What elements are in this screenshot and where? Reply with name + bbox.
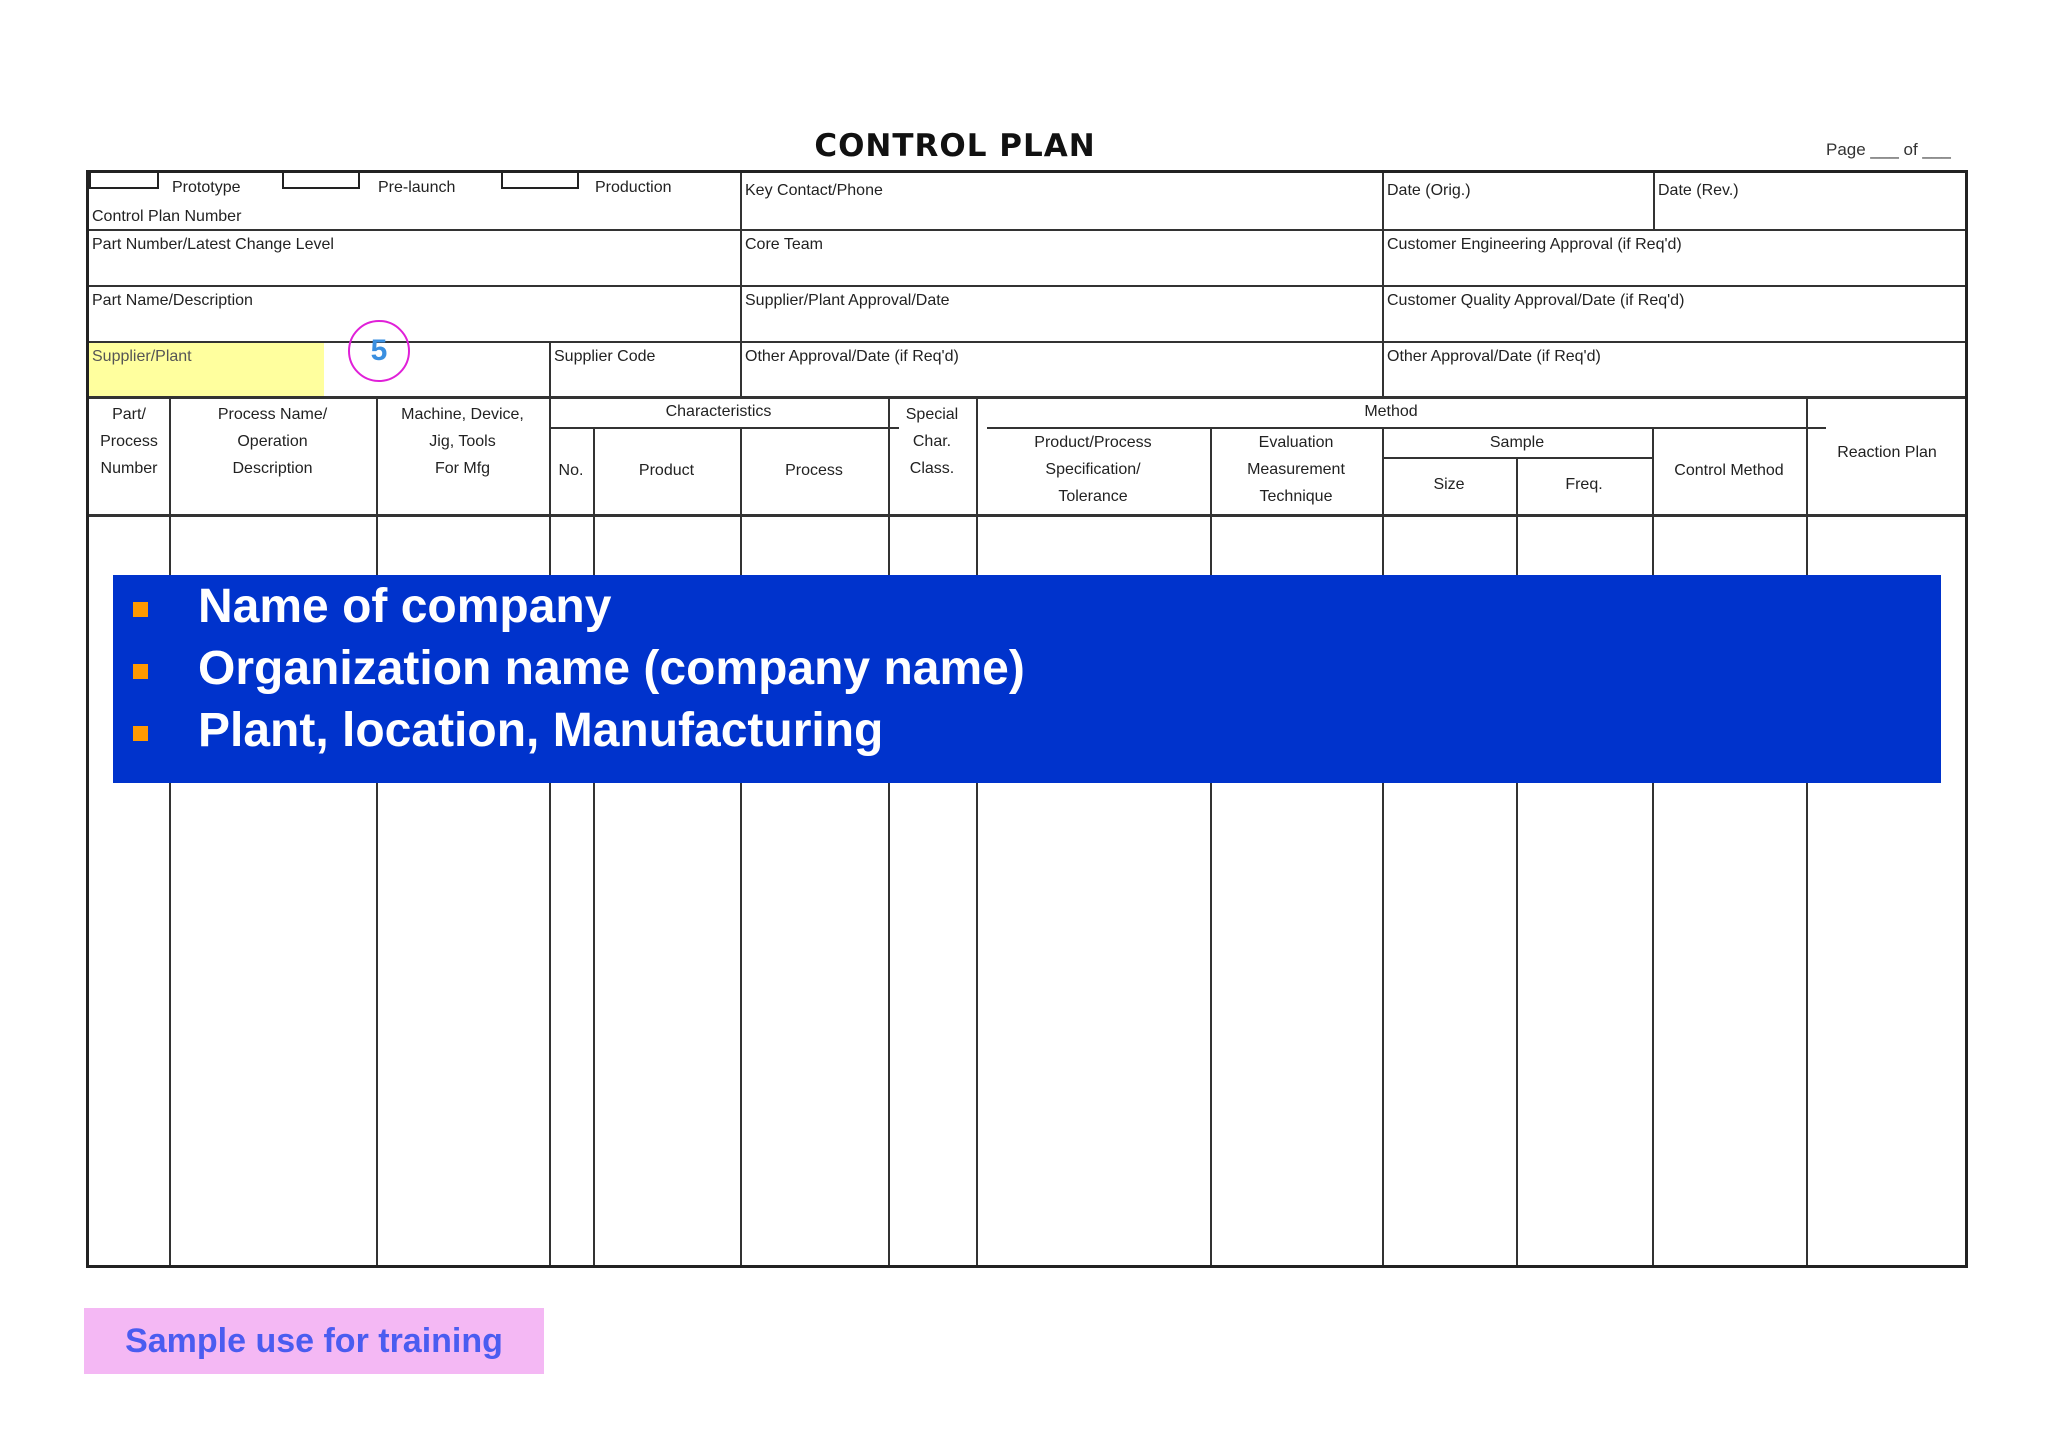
col-process-name: Process Name/ Operation Description	[217, 406, 328, 477]
col-divider	[1210, 427, 1212, 1265]
col-no: No.	[558, 462, 584, 479]
col-divider	[593, 427, 595, 1265]
prototype-label: Prototype	[172, 179, 241, 196]
col-divider	[1382, 427, 1384, 1265]
production-checkbox[interactable]	[501, 173, 579, 189]
col-divider	[740, 173, 742, 396]
production-label: Production	[595, 179, 672, 196]
column-header-divider	[89, 514, 1965, 517]
pre-launch-label: Pre-launch	[378, 179, 456, 196]
core-team-label: Core Team	[745, 236, 823, 253]
col-divider	[1806, 396, 1808, 1265]
col-product: Product	[638, 462, 695, 479]
col-process: Process	[785, 462, 843, 479]
col-size: Size	[1433, 476, 1465, 493]
col-machine: Machine, Device, Jig, Tools For Mfg	[401, 406, 524, 477]
date-rev-label: Date (Rev.)	[1658, 182, 1739, 199]
col-divider	[976, 396, 978, 1265]
row-divider	[89, 229, 1965, 231]
col-divider	[888, 396, 890, 1265]
col-divider	[549, 396, 551, 1265]
customer-quality-approval-label: Customer Quality Approval/Date (if Req'd)	[1387, 292, 1685, 309]
other-approval-label-2: Other Approval/Date (if Req'd)	[1387, 348, 1601, 365]
col-divider	[549, 341, 551, 396]
col-divider	[740, 427, 742, 1265]
col-control-method: Control Method	[1674, 462, 1784, 479]
col-spec: Product/Process Specification/ Tolerance	[1034, 434, 1152, 505]
col-characteristics: Characteristics	[665, 403, 772, 420]
key-contact-label: Key Contact/Phone	[745, 182, 883, 199]
col-evaluation: Evaluation Measurement Technique	[1247, 434, 1345, 505]
square-bullet-icon	[133, 664, 148, 679]
col-reaction-plan: Reaction Plan	[1837, 444, 1937, 461]
col-divider	[1382, 173, 1384, 396]
date-orig-label: Date (Orig.)	[1387, 182, 1471, 199]
supplier-plant-label: Supplier/Plant	[92, 348, 192, 365]
row-divider	[89, 285, 1965, 287]
training-note-badge	[84, 1308, 544, 1374]
col-divider	[1653, 173, 1655, 229]
customer-eng-approval-label: Customer Engineering Approval (if Req'd)	[1387, 236, 1682, 253]
pre-launch-checkbox[interactable]	[282, 173, 360, 189]
form-title: CONTROL PLAN	[814, 128, 1096, 164]
supplier-plant-approval-label: Supplier/Plant Approval/Date	[745, 292, 950, 309]
prototype-checkbox[interactable]	[89, 173, 159, 189]
square-bullet-icon	[133, 726, 148, 741]
training-note-text: Sample use for training	[125, 1321, 503, 1360]
part-name-label: Part Name/Description	[92, 292, 253, 309]
other-approval-label: Other Approval/Date (if Req'd)	[745, 348, 959, 365]
col-divider	[376, 396, 378, 1265]
list-item: Organization name (company name)	[133, 641, 1025, 696]
col-freq: Freq.	[1565, 476, 1603, 493]
col-part-process-number: Part/ Process Number	[100, 406, 158, 477]
supplier-code-label: Supplier Code	[554, 348, 656, 365]
info-overlay	[113, 575, 1941, 783]
square-bullet-icon	[133, 602, 148, 617]
list-item: Name of company	[133, 579, 611, 634]
col-method: Method	[1364, 403, 1418, 420]
col-sample: Sample	[1489, 434, 1545, 451]
control-plan-number-label: Control Plan Number	[92, 208, 242, 225]
characteristics-divider	[549, 427, 899, 429]
callout-number-circle: 5	[348, 320, 410, 382]
col-special-char: Special Char. Class.	[905, 406, 959, 477]
col-divider	[169, 396, 171, 1265]
page-number-label: Page ___ of ___	[1826, 140, 1951, 159]
list-item: Plant, location, Manufacturing	[133, 703, 883, 758]
part-number-label: Part Number/Latest Change Level	[92, 236, 334, 253]
col-divider	[1652, 427, 1654, 1265]
